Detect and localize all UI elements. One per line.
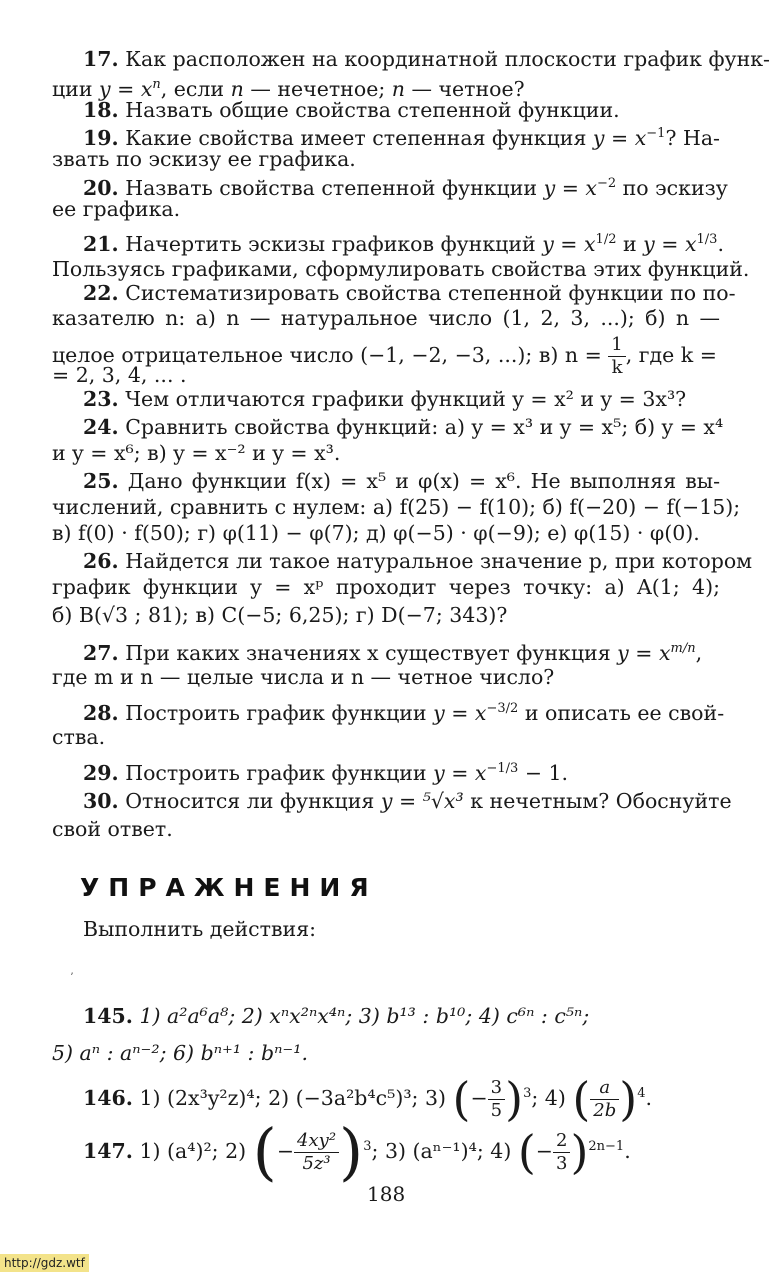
q26-line1: 26. Найдется ли такое натуральное значение p, при котором: [83, 549, 753, 573]
fraction-2-3: $\frac{2}{3}$: [553, 1130, 570, 1175]
q30-line2: свой ответ.: [52, 817, 173, 841]
q22-line4: = 2, 3, 4, ... .: [52, 363, 187, 387]
q22-line1: 22. Систематизировать свойства степенной функции по по-: [83, 281, 736, 305]
section-heading: УПРАЖНЕНИЯ: [80, 873, 378, 902]
q18-line1: 18. Назвать общие свойства степенной функции.: [83, 98, 620, 122]
q19-line2: звать по эскизу ее графика.: [52, 147, 356, 171]
q21-line2: Пользуясь графиками, сформулировать свойства этих функций.: [52, 257, 750, 281]
page-number: 188: [367, 1182, 406, 1206]
fraction-4xy2-5z3: $\frac{\text{4xy²}}{\text{5z³}}$: [294, 1130, 339, 1175]
ex147-line: 147. 1) (a⁴)²; 2) (− $\frac{\text{4xy²}}{\text{5z³}}$ )$^3$; 3) (aⁿ⁻¹)⁴; 4) (− $\frac{2}{3}$ )$^{2n-1}$.: [83, 1115, 631, 1189]
ex145-line1: 145. 1) a²a⁶a⁸; 2) xⁿx²ⁿx⁴ⁿ; 3) b¹³ : b¹⁰; 4) c⁶ⁿ : c⁵ⁿ;: [83, 1004, 590, 1028]
q28-line1: 28. Построить график функции $y = x^{-3/2}$ и описать ее свой-: [83, 700, 725, 725]
q19-line1: 19. Какие свойства имеет степенная функция $y = x^{-1}$? На-: [83, 125, 720, 150]
q25-line2: числений, сравнить с нулем: а) f(25) − f(10); б) f(−20) − f(−15);: [52, 495, 741, 519]
q21-line1: 21. Начертить эскизы графиков функций $y = x^{1/2}$ и $y = x^{1/3}$.: [83, 231, 724, 256]
fraction-1-over-k: $\frac{1}{k}$: [608, 334, 625, 379]
q27-line2: где m и n — целые числа и n — четное число?: [52, 665, 555, 689]
fraction-a-2b: $\frac{a}{2b}$: [590, 1077, 619, 1122]
q25-line1: 25. Дано функции f(x) = x⁵ и φ(x) = x⁶. Не выполняя вы-: [83, 469, 720, 493]
stray-mark: ʼ: [70, 972, 74, 983]
q17-line1: 17. Как расположен на координатной плоскости график функ-: [83, 47, 770, 71]
fraction-3-5: $\frac{3}{5}$: [488, 1077, 505, 1122]
q28-line2: ства.: [52, 725, 106, 749]
q20-line1: 20. Назвать свойства степенной функции $y = x^{-2}$ по эскизу: [83, 175, 728, 200]
q24-line1: 24. Сравнить свойства функций: а) y = x³ и y = x⁵; б) y = x⁴: [83, 415, 724, 439]
q26-line2: график функции y = xᵖ проходит через точку: а) A(1; 4);: [52, 575, 720, 599]
ex145-line2: 5) aⁿ : aⁿ⁻²; 6) bⁿ⁺¹ : bⁿ⁻¹.: [52, 1041, 308, 1065]
q25-line3: в) f(0) · f(50); г) φ(11) − φ(7); д) φ(−5) · φ(−9); е) φ(15) · φ(0).: [52, 521, 700, 545]
q17-line2: ции $y = x^n$, если n — нечетное; n — четное?: [52, 76, 525, 101]
q20-line2: ее графика.: [52, 197, 181, 221]
q22-line3: целое отрицательное число (−1, −2, −3, ...); в) n = $\frac{1}{k}$ , где k =: [52, 334, 717, 378]
q29-line1: 29. Построить график функции $y = x^{-1/3} - 1$.: [83, 760, 569, 785]
q30-line1: 30. Относится ли функция y = ⁵√x³ к нечетным? Обоснуйте: [83, 789, 732, 813]
section-subheading: Выполнить действия:: [83, 917, 317, 941]
q22-line2: казателю n: а) n — натуральное число (1, 2, 3, ...); б) n —: [52, 306, 720, 330]
q24-line2: и y = x⁶; в) y = x⁻² и y = x³.: [52, 441, 341, 465]
q23-line1: 23. Чем отличаются графики функций y = x² и y = 3x³?: [83, 387, 687, 411]
watermark-link[interactable]: http://gdz.wtf: [0, 1254, 89, 1272]
q26-line3: б) B(√3 ; 81); в) C(−5; 6,25); г) D(−7; 343)?: [52, 603, 508, 627]
q27-line1: 27. При каких значениях x существует функция $y = x^{m/n}$,: [83, 640, 703, 665]
ex146-line: 146. 1) (2x³y²z)⁴; 2) (−3a²b⁴c⁵)³; 3) (− $\frac{3}{5}$ )$^3$; 4) ( $\frac{a}{2b}$ )$^4$.: [83, 1072, 653, 1127]
